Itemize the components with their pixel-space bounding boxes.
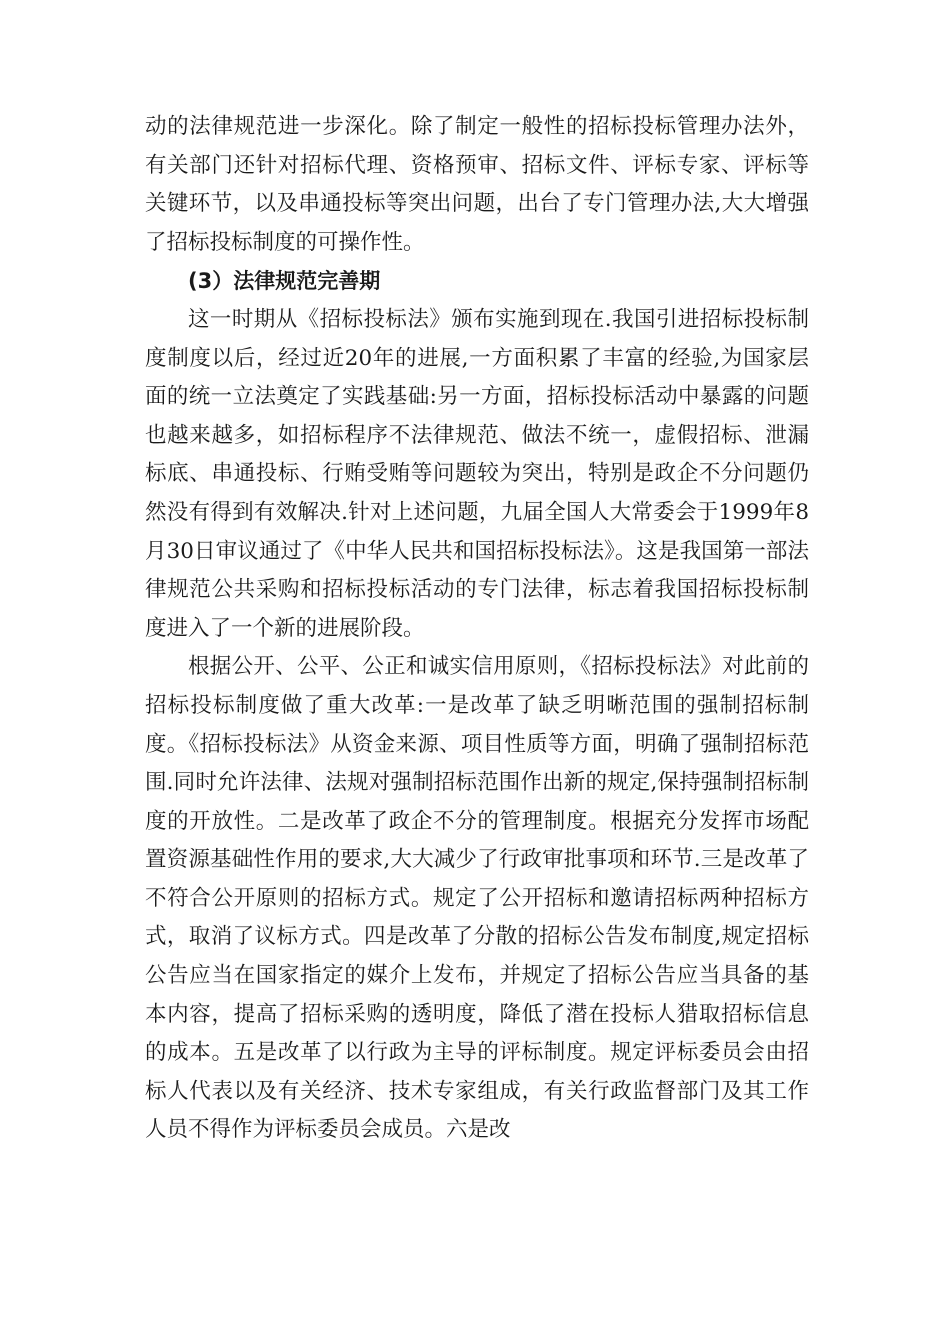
paragraph: 这一时期从《招标投标法》颁布实施到现在.我国引进招标投标制度制度以后，经过近20年的进展,一方面积累了丰富的经验,为国家层面的统一立法奠定了实践基础:另一方面，招标投标活动中暴露的问题也越来越多，如招标程序不法律规范、做法不统一，虚假招标、泄漏标底、串通投标、行贿受贿等问题较为突出，特别是政企不分问题仍然没有得到有效解决.针对上述问题，九届全国人大常委会于1999年8月30日审议通过了《中华人民共和国招标投标法》。这是我国第一部法律规范公共采购和招标投标活动的专门法律，标志着我国招标投标制度进入了一个新的进展阶段。 [145,306,809,641]
document-body [145,108,809,1150]
section-heading: (3）法律规范完善期 [188,269,381,294]
paragraph-continued: 动的法律规范进一步深化。除了制定一般性的招标投标管理办法外，有关部门还针对招标代理、资格预审、招标文件、评标专家、评标等关键环节，以及串通投标等突出问题，出台了专门管理办法,大大增强了招标投标制度的可操作性。 [145,114,809,255]
paragraph: 根据公开、公平、公正和诚实信用原则，《招标投标法》对此前的招标投标制度做了重大改革:一是改革了缺乏明晰范围的强制招标制度。《招标投标法》从资金来源、项目性质等方面，明确了强制招标范围.同时允许法律、法规对强制招标范围作出新的规定,保持强制招标制度的开放性。二是改革了政企不分的管理制度。根据充分发挥市场配置资源基础性作用的要求,大大减少了行政审批事项和环节.三是改革了不符合公开原则的招标方式。规定了公开招标和邀请招标两种招标方式，取消了议标方式。四是改革了分散的招标公告发布制度,规定招标公告应当在国家指定的媒介上发布，并规定了招标公告应当具备的基本内容，提高了招标采购的透明度，降低了潜在投标人猎取招标信息的成本。五是改革了以行政为主导的评标制度。规定评标委员会由招标人代表以及有关经济、技术专家组成，有关行政监督部门及其工作人员不得作为评标委员会成员。六是改 [145,654,809,1143]
